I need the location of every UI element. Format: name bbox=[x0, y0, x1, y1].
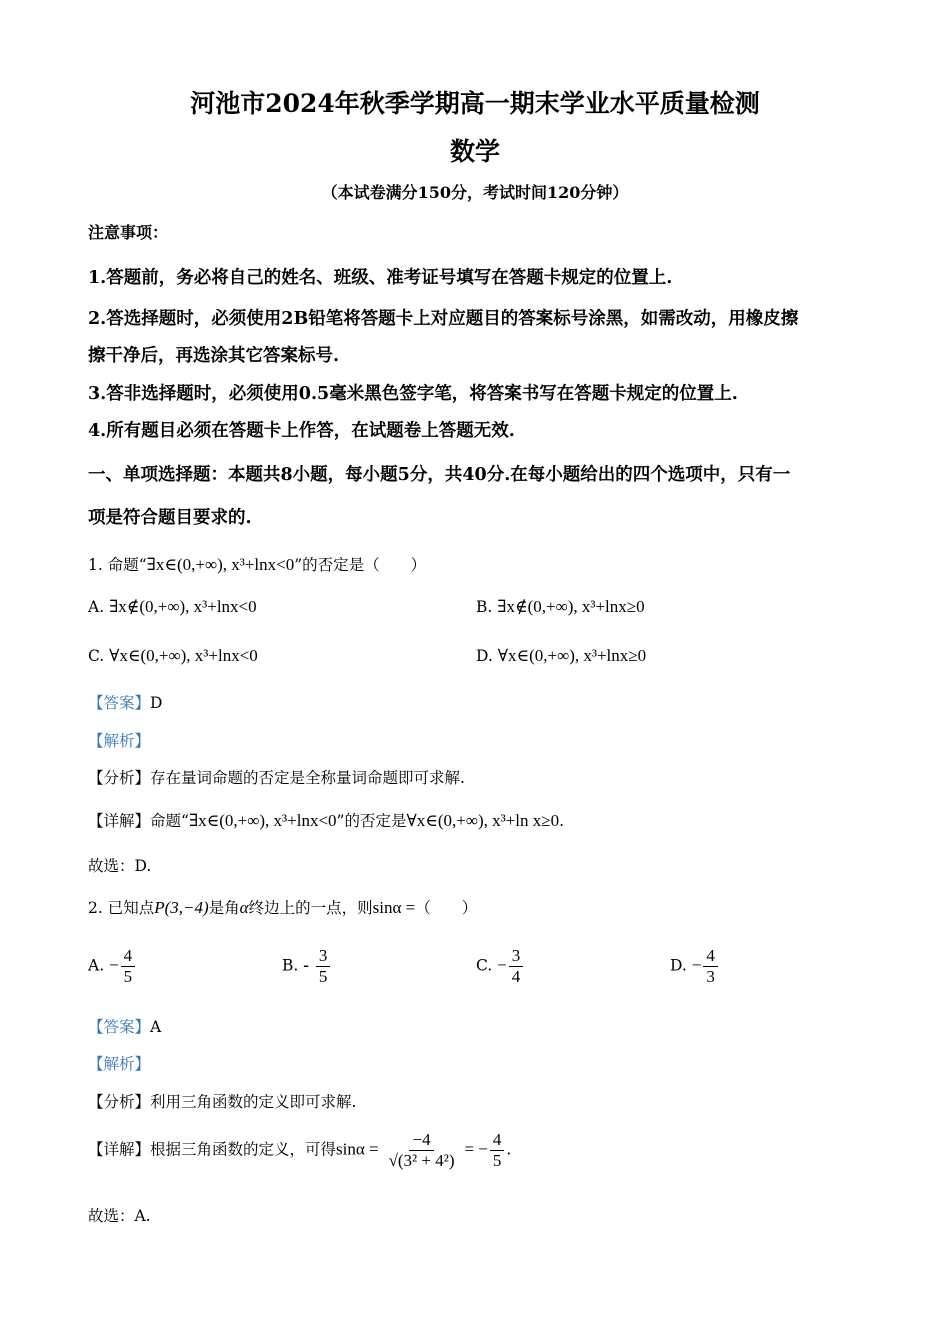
q1-fenxi-tag: 【分析】 bbox=[88, 769, 151, 787]
q2-option-c: C. − $\frac{3}{4}$ bbox=[476, 946, 525, 987]
q2-fenxi bbox=[88, 1090, 356, 1112]
question-1 bbox=[88, 553, 426, 575]
q2-answer-value: A bbox=[150, 1018, 162, 1036]
q1-suffix: ”的否定是（ ） bbox=[294, 556, 427, 574]
q1-answer-value: D bbox=[150, 694, 163, 712]
q1-option-a: A. ∃x∉(0,+∞), x³+lnx<0 bbox=[88, 597, 257, 616]
section-heading-cont: 项是符合题目要求的. bbox=[88, 508, 252, 528]
q1-answer bbox=[88, 691, 162, 713]
q1-detail-math-1: ∃x∈(0,+∞), x³+lnx<0 bbox=[188, 811, 337, 830]
q2-option-b-fraction: $\frac{3}{5}$ bbox=[316, 946, 331, 987]
notice-heading: 注意事项： bbox=[88, 223, 169, 242]
q2-detail-sin: sinα = bbox=[336, 1139, 379, 1159]
q2-answer-tag: 【答案】 bbox=[88, 1018, 151, 1036]
q1-detail-tag: 【详解】 bbox=[88, 812, 151, 830]
q2-sin: sinα = bbox=[372, 898, 416, 917]
q2-option-b: B. - $\frac{3}{5}$ bbox=[282, 946, 332, 987]
q2-analysis-tag: 【解析】 bbox=[88, 1055, 151, 1073]
q1-math: ∃x∈(0,+∞), x³+lnx<0 bbox=[146, 555, 295, 574]
q2-answer bbox=[88, 1015, 161, 1037]
q1-option-c-math: ∀x∈(0,+∞), x³+lnx<0 bbox=[109, 646, 258, 665]
q1-option-a-math: ∃x∉(0,+∞), x³+lnx<0 bbox=[109, 597, 257, 616]
q2-option-c-fraction: $\frac{3}{4}$ bbox=[509, 946, 524, 987]
q1-option-c: C. ∀x∈(0,+∞), x³+lnx<0 bbox=[88, 646, 258, 665]
q1-fenxi bbox=[88, 766, 465, 788]
subject-title: 数学 bbox=[449, 137, 500, 166]
q2-detail-tag: 【详解】 bbox=[88, 1140, 151, 1159]
q1-detail: 【详解】命题“∃x∈(0,+∞), x³+lnx<0”的否定是∀x∈(0,+∞), x³+ln x≥0. bbox=[88, 811, 565, 830]
q2-option-a-fraction: $\frac{4}{5}$ bbox=[121, 946, 136, 987]
q1-option-b: B. ∃x∉(0,+∞), x³+lnx≥0 bbox=[476, 597, 645, 616]
notice-item-2: 2.答选择题时，必须使用2B铅笔将答题卡上对应题目的答案标号涂黑，如需改动，用橡皮擦 bbox=[88, 309, 799, 329]
notice-item-2-cont: 擦干净后，再选涂其它答案标号. bbox=[88, 346, 340, 366]
q2-detail: 【详解】根据三角函数的定义，可得sinα = $\frac{-4}{\text{√(3² + 4²)}}$ = − $\frac{4}{5}$ . bbox=[88, 1130, 512, 1170]
q2-option-d-fraction: $\frac{4}{3}$ bbox=[703, 946, 718, 987]
q2-conclusion: 故选：A. bbox=[88, 1207, 151, 1225]
q1-prefix: 1. 命题“ bbox=[88, 556, 147, 574]
q2-point: P(3,−4) bbox=[154, 898, 209, 917]
q2-option-a: A. − $\frac{4}{5}$ bbox=[88, 946, 137, 987]
q1-detail-math-2: ∀x∈(0,+∞), x³+ln x≥0 bbox=[406, 811, 560, 830]
q1-option-d-math: ∀x∈(0,+∞), x³+lnx≥0 bbox=[497, 646, 647, 665]
exam-title: 河池市2024年秋季学期高一期末学业水平质量检测 bbox=[190, 89, 760, 118]
q2-alpha: α bbox=[239, 898, 249, 917]
q1-answer-tag: 【答案】 bbox=[88, 694, 151, 712]
q2-fenxi-tag: 【分析】 bbox=[88, 1093, 151, 1111]
notice-item-1: 1.答题前，务必将自己的姓名、班级、准考证号填写在答题卡规定的位置上. bbox=[88, 268, 673, 288]
q1-option-d: D. ∀x∈(0,+∞), x³+lnx≥0 bbox=[476, 646, 647, 665]
q1-option-b-math: ∃x∉(0,+∞), x³+lnx≥0 bbox=[497, 597, 645, 616]
question-2: 2. 已知点P(3,−4)是角α终边上的一点，则sinα =（ ） bbox=[88, 898, 478, 917]
q2-fenxi-text: 利用三角函数的定义即可求解. bbox=[150, 1093, 357, 1111]
q2-option-d: D. − $\frac{4}{3}$ bbox=[670, 946, 720, 987]
notice-item-3: 3.答非选择题时，必须使用0.5毫米黑色签字笔，将答案书写在答题卡规定的位置上. bbox=[88, 384, 738, 404]
q1-fenxi-text: 存在量词命题的否定是全称量词命题即可求解. bbox=[150, 769, 465, 787]
exam-info: （本试卷满分150分，考试时间120分钟） bbox=[321, 183, 629, 202]
q1-conclusion: 故选：D. bbox=[88, 857, 152, 875]
notice-item-4: 4.所有题目必须在答题卡上作答，在试题卷上答题无效. bbox=[88, 421, 515, 441]
q2-detail-fraction-1: $\frac{-4}{\text{√(3² + 4²)}}$ bbox=[388, 1130, 455, 1170]
section-heading: 一、单项选择题：本题共8小题，每小题5分，共40分.在每小题给出的四个选项中，只有一 bbox=[88, 465, 791, 485]
q1-analysis-tag: 【解析】 bbox=[88, 732, 151, 750]
q2-detail-fraction-2: $\frac{4}{5}$ bbox=[490, 1130, 505, 1171]
